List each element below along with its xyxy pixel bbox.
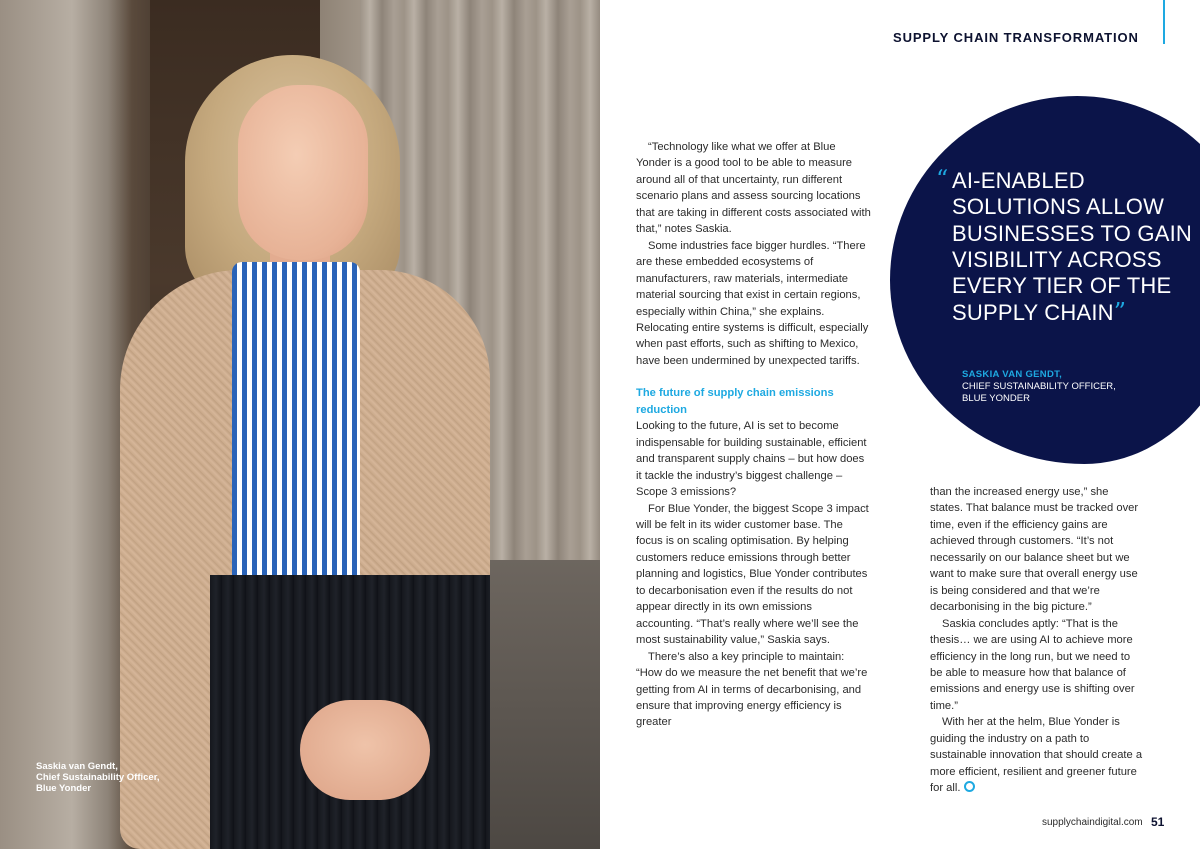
author-company: BLUE YONDER [962,393,1030,404]
subheading: The future of supply chain emissions reduction [636,387,834,416]
paragraph [930,714,1144,796]
quote-close-mark: ” [1113,298,1127,327]
paragraph: Looking to the future, AI is set to become indispensable for building sustainable, efficient and transparent supply chains – but how does it tackle the industry’s biggest challenge – Scope 3 emissions? [636,420,867,499]
section-title: SUPPLY CHAIN TRANSFORMATION [893,30,1139,45]
pull-quote-attribution [962,369,1162,405]
paragraph-text: With her at the helm, Blue Yonder is guiding the industry on a path to sustainable innovation that should create a more efficient, resilient and greener future for all. [930,716,1143,795]
page-number: 51 [1151,815,1165,829]
header-accent-rule [1163,0,1165,44]
face [238,85,368,260]
caption-line: Saskia van Gendt, [36,761,118,772]
paragraph: For Blue Yonder, the biggest Scope 3 impact will be felt in its wider customer base. The focus is on scaling optimisation. By helping customers reduce emissions through better planning and logistics, Blue Yonder contributes to decarbonisation even if the results do not appear directly in its own emissions accounting. “That’s really where we’ll see the most sustainability value,” Saskia says. [636,502,869,647]
pull-quote [936,165,1192,327]
clasped-hands [300,700,430,800]
article-page [600,0,1200,849]
author-role: CHIEF SUSTAINABILITY OFFICER, [962,381,1116,392]
caption-line: Chief Sustainability Officer, [36,772,160,783]
paragraph: than the increased energy use,” she states. That balance must be tracked over time, even if the efficiency gains are achieved through customers. “It’s not necessarily on our balance sheet but we want to make sure that overall energy use is being considered and that we’re decarbonising in the big picture.” [930,486,1139,614]
photo-caption [36,761,236,794]
paragraph: “Technology like what we offer at Blue Yonder is a good tool to be able to measure around all of that uncertainty, run different scenario plans and assess sourcing locations that are taking in different costs associated with that,” notes Saskia. [636,141,871,236]
author-name: SASKIA VAN GENDT, [962,369,1063,380]
footer-website: supplychaindigital.com [1042,817,1143,828]
paragraph: Saskia concludes aptly: “That is the thesis… we are using AI to achieve more efficiency in the long run, but we need to be able to measure how that balance of emissions and energy use is shifting over time.” [930,617,1135,712]
end-of-article-icon [964,781,975,792]
pull-quote-text: AI-ENABLED SOLUTIONS ALLOW BUSINESSES TO GAIN VISIBILITY ACROSS EVERY TIER OF THE SUPPLY CHAIN [952,168,1192,326]
quote-open-mark: “ [936,165,949,193]
paragraph: There’s also a key principle to maintain: “How do we measure the net benefit that we’re getting from AI in terms of decarbonising, and ensure that improving energy efficiency is greater [636,650,868,729]
text-column-2 [930,484,1144,797]
striped-shirt [232,262,360,582]
paragraph: Some industries face bigger hurdles. “There are these embedded ecosystems of manufacturers, raw materials, intermediate material sourcing that exist in certain regions, especially within China,” she explains. Relocating entire systems is difficult, especially when past efforts, such as shifting to Mexico, have been undermined by unexpected tariffs. [636,239,869,367]
caption-line: Blue Yonder [36,783,92,794]
text-column-1 [636,139,872,731]
